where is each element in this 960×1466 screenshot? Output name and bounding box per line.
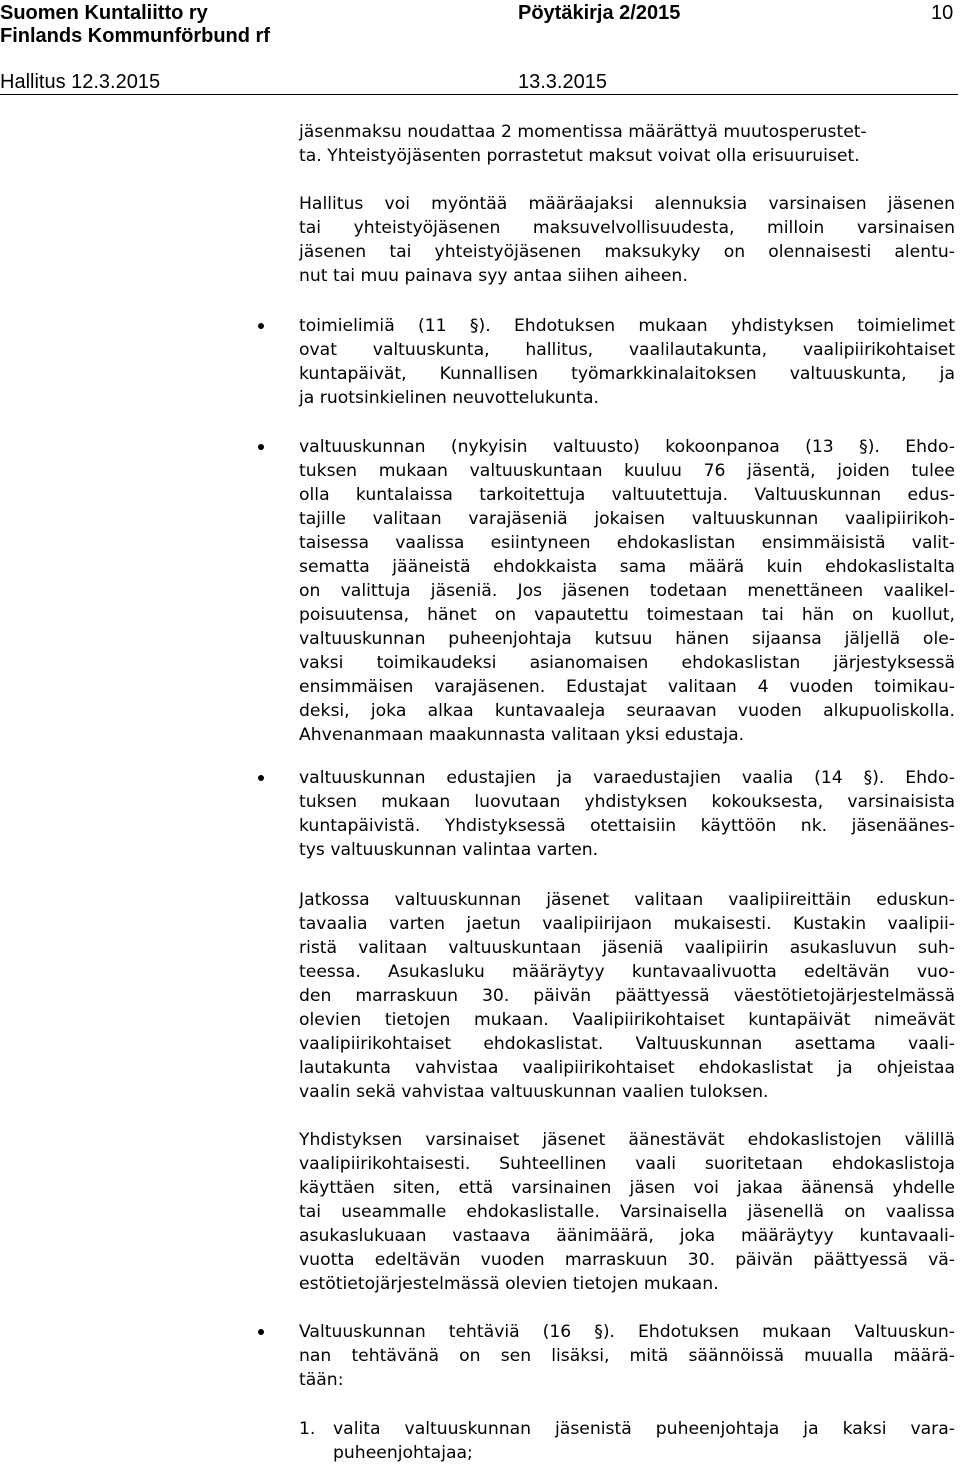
text-line: lautakunta vahvistaa vaalipiirikohtaiset ehdokaslistat ja ohjeistaa (299, 1058, 955, 1078)
text-line: Jatkossa valtuuskunnan jäsenet valitaan vaalipiireittäin eduskun- (299, 890, 955, 910)
text-line: on valittuja jäseniä. Jos jäsenen todetaan menettäneen vaalikel- (299, 581, 955, 601)
bullet-dot (258, 775, 264, 781)
text-line: kuntapäivistä. Yhdistyksessä otettaisiin käyttöön nk. jäsenäänes- (299, 816, 955, 836)
org-name-sv: Finlands Kommunförbund rf (0, 25, 270, 47)
text-line: toimielimiä (11 §). Ehdotuksen mukaan yhdistyksen toimielimet (299, 316, 955, 336)
text-line: ja ruotsinkielinen neuvottelukunta. (299, 388, 600, 408)
text-line: vuotta edeltävän vuoden marraskuun 30. päivän päättyessä vä- (299, 1250, 955, 1270)
text-line: Yhdistyksen varsinaiset jäsenet äänestävät ehdokaslistojen välillä (299, 1130, 955, 1150)
text-line: jäsenen tai yhteistyöjäsenen maksukyky on olennaisesti alentu- (299, 242, 955, 262)
districts-paragraph (299, 888, 955, 1104)
tasks-item (299, 1320, 955, 1392)
discount-paragraph (299, 192, 955, 288)
text-line: tuksen mukaan luovutaan yhdistyksen kokouksesta, varsinaisista (299, 792, 955, 812)
text-line: poisuutensa, hänet on vapautettu toimestaan tai hän on kuollut, (299, 605, 955, 625)
text-line: Hallitus voi myöntää määräajaksi alennuksia varsinaisen jäsenen (299, 194, 955, 214)
text-line: valtuuskunnan (nykyisin valtuusto) kokoonpanoa (13 §). Ehdo- (299, 437, 955, 457)
text-line: vaalipiirikohtaiset ehdokaslistat. Valtuuskunnan asettama vaali- (299, 1034, 955, 1054)
bullet-dot (258, 323, 264, 329)
text-line: käyttäen siten, että varsinainen jäsen voi jakaa äänensä yhdelle (299, 1178, 955, 1198)
text-line: tys valtuuskunnan valintaa varten. (299, 840, 599, 860)
text-line: valtuuskunnan puheenjohtaja kutsuu hänen sijaansa jäljellä ole- (299, 629, 955, 649)
text-line: tai yhteistyöjäsenen maksuvelvollisuudesta, milloin varsinaisen (299, 218, 955, 238)
text-line: vaalipiirikohtaisesti. Suhteellinen vaali suoritetaan ehdokaslistoja (299, 1154, 955, 1174)
meeting-label: Hallitus 12.3.2015 (0, 71, 161, 93)
organs-item (299, 314, 955, 410)
voting-paragraph (299, 1128, 955, 1296)
council-item (299, 435, 955, 747)
text-line: asukaslukuaan vastaava äänimäärä, joka määräytyy kuntavaali- (299, 1226, 955, 1246)
numbered-item-1 (333, 1417, 955, 1465)
election-item (299, 766, 955, 862)
text-line: valtuuskunnan edustajien ja varaedustajien vaalia (14 §). Ehdo- (299, 768, 955, 788)
text-line: vaalin sekä vahvistaa valtuuskunnan vaalien tuloksen. (299, 1082, 769, 1102)
text-line: ta. Yhteistyöjäsenten porrastetut maksut voivat olla erisuuruiset. (299, 146, 860, 166)
text-line: Ahvenanmaan maakunnasta valitaan yksi edustaja. (299, 725, 745, 745)
text-line: vaksi toimikaudeksi asianomaisen ehdokaslistan järjestyksessä (299, 653, 955, 673)
list-number: 1. (299, 1419, 316, 1439)
text-line: deksi, joka alkaa kuntavaaleja seuraavan vuoden alkupuoliskolla. (299, 701, 955, 721)
text-line: taisessa vaalissa esiintyneen ehdokaslistan ensimmäisistä valit- (299, 533, 955, 553)
header-divider (0, 94, 958, 95)
text-line: nan tehtävänä on sen lisäksi, mitä säännöissä muualla määrä- (299, 1346, 955, 1366)
text-line: puheenjohtajaa; (333, 1443, 473, 1463)
text-line: tään: (299, 1370, 344, 1390)
text-line: Valtuuskunnan tehtäviä (16 §). Ehdotuksen mukaan Valtuuskun- (299, 1322, 955, 1342)
text-line: ovat valtuuskunta, hallitus, vaalilautakunta, vaalipiirikohtaiset (299, 340, 955, 360)
text-line: olla kuntalaissa tarkoitettuja valtuutettuja. Valtuuskunnan edus- (299, 485, 955, 505)
text-line: nut tai muu painava syy antaa siihen aiheen. (299, 266, 688, 286)
text-line: kuntapäivät, Kunnallisen työmarkkinalaitoksen valtuuskunta, ja (299, 364, 955, 384)
text-line: estötietojärjestelmässä olevien tietojen mukaan. (299, 1274, 719, 1294)
intro-paragraph (299, 120, 955, 168)
org-name-fi: Suomen Kuntaliitto ry (0, 2, 208, 24)
text-line: olevien tietojen mukaan. Vaalipiirikohtaiset kuntapäivät nimeävät (299, 1010, 955, 1030)
text-line: valita valtuuskunnan jäsenistä puheenjohtaja ja kaksi vara- (333, 1419, 955, 1439)
text-line: tai useammalle ehdokaslistalle. Varsinaisella jäsenellä on vaalissa (299, 1202, 955, 1222)
text-line: den marraskuun 30. päivän päättyessä väestötietojärjestelmässä (299, 986, 955, 1006)
text-line: tavaalia varten jaetun vaalipiirijaon mukaisesti. Kustakin vaalipii- (299, 914, 955, 934)
bullet-dot (258, 444, 264, 450)
text-line: teessa. Asukasluku määräytyy kuntavaalivuotta edeltävän vuo- (299, 962, 955, 982)
text-line: ristä valitaan valtuuskuntaan jäseniä vaalipiirin asukasluvun suh- (299, 938, 955, 958)
document-title: Pöytäkirja 2/2015 (518, 2, 681, 24)
text-line: tuksen mukaan valtuuskuntaan kuuluu 76 jäsentä, joiden tulee (299, 461, 955, 481)
page-number: 10 (931, 2, 954, 24)
document-date: 13.3.2015 (518, 71, 607, 93)
bullet-dot (258, 1329, 264, 1335)
text-line: jäsenmaksu noudattaa 2 momentissa määrättyä muutosperustet- (299, 122, 867, 142)
text-line: ensimmäisen varajäsenen. Edustajat valitaan 4 vuoden toimikau- (299, 677, 955, 697)
text-line: sematta jääneistä ehdokkaista sama määrä kuin ehdokaslistalta (299, 557, 955, 577)
text-line: tajille valitaan varajäseniä jokaisen valtuuskunnan vaalipiirikoh- (299, 509, 955, 529)
